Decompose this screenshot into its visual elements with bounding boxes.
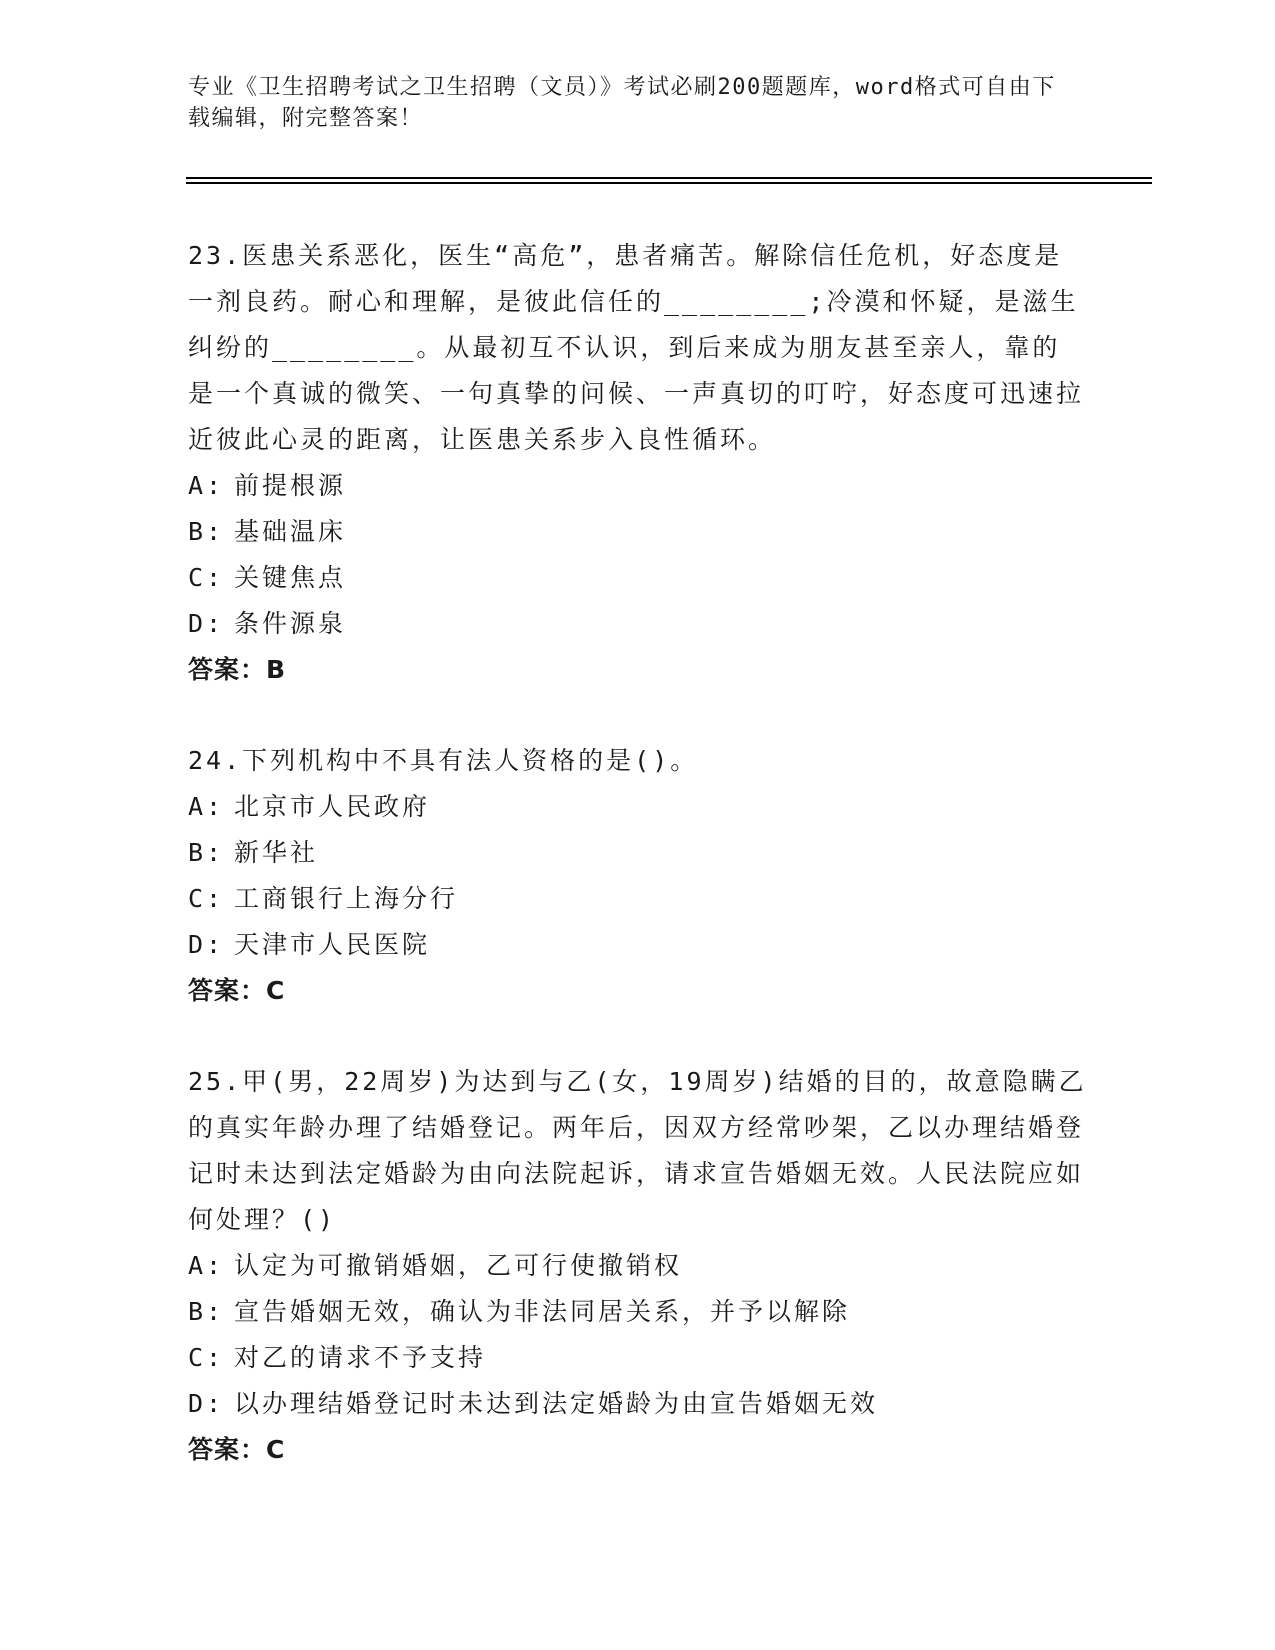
option-a: [188, 463, 1088, 509]
option-b: [188, 509, 1088, 555]
answer-line: 答案：B: [188, 655, 287, 684]
option-letter: D:: [188, 609, 225, 638]
question-24: [188, 738, 1088, 1014]
option-a: [188, 784, 1088, 830]
option-d: [188, 601, 1088, 647]
option-d: [188, 1381, 1088, 1427]
option-letter: A:: [188, 1251, 225, 1280]
question-stem: 25.甲(男，22周岁)为达到与乙(女，19周岁)结婚的目的，故意隐瞒乙的真实年龄办理了结婚登记。两年后，因双方经常吵架，乙以办理结婚登记时未达到法定婚龄为由向法院起诉，请求宣告婚姻无效。人民法院应如何处理？(): [188, 1067, 1087, 1234]
option-text: 宣告婚姻无效，确认为非法同居关系，并予以解除: [234, 1297, 851, 1326]
option-b: [188, 1289, 1088, 1335]
option-text: 条件源泉: [234, 609, 347, 638]
question-list: [188, 233, 1088, 1518]
question-stem: 24.下列机构中不具有法人资格的是()。: [188, 746, 699, 775]
option-text: 前提根源: [234, 471, 347, 500]
option-text: 关键焦点: [234, 563, 347, 592]
answer-line: 答案：C: [188, 1435, 286, 1464]
header-divider-bottom: [186, 182, 1152, 184]
option-text: 天津市人民医院: [234, 930, 431, 959]
option-text: 以办理结婚登记时未达到法定婚龄为由宣告婚姻无效: [234, 1389, 879, 1418]
option-text: 北京市人民政府: [234, 792, 431, 821]
option-letter: B:: [188, 1297, 225, 1326]
question-stem: 23.医患关系恶化，医生“高危”，患者痛苦。解除信任危机，好态度是一剂良药。耐心和理解，是彼此信任的________;冷漠和怀疑，是滋生纠纷的________。从最初互不认识，到后来成为朋友甚至亲人，靠的是一个真诚的微笑、一句真挚的问候、一声真切的叮咛，好态度可迅速拉近彼此心灵的距离，让医患关系步入良性循环。: [188, 241, 1085, 454]
option-letter: C:: [188, 563, 225, 592]
option-b: [188, 830, 1088, 876]
answer-line: 答案：C: [188, 976, 286, 1005]
question-25: [188, 1059, 1088, 1473]
header-divider-top: [186, 177, 1152, 179]
option-text: 对乙的请求不予支持: [234, 1343, 487, 1372]
option-c: [188, 555, 1088, 601]
option-text: 新华社: [234, 838, 319, 867]
option-letter: D:: [188, 1389, 225, 1418]
option-a: [188, 1243, 1088, 1289]
option-text: 工商银行上海分行: [234, 884, 459, 913]
option-letter: D:: [188, 930, 225, 959]
option-letter: A:: [188, 792, 225, 821]
option-letter: C:: [188, 1343, 225, 1372]
option-letter: C:: [188, 884, 225, 913]
option-text: 认定为可撤销婚姻，乙可行使撤销权: [234, 1251, 683, 1280]
option-c: [188, 876, 1088, 922]
document-header: 专业《卫生招聘考试之卫生招聘（文员）》考试必刷200题题库，word格式可自由下载编辑，附完整答案！: [188, 75, 1056, 131]
option-letter: B:: [188, 517, 225, 546]
option-d: [188, 922, 1088, 968]
option-c: [188, 1335, 1088, 1381]
question-23: [188, 233, 1088, 693]
option-letter: A:: [188, 471, 225, 500]
option-text: 基础温床: [234, 517, 347, 546]
option-letter: B:: [188, 838, 225, 867]
